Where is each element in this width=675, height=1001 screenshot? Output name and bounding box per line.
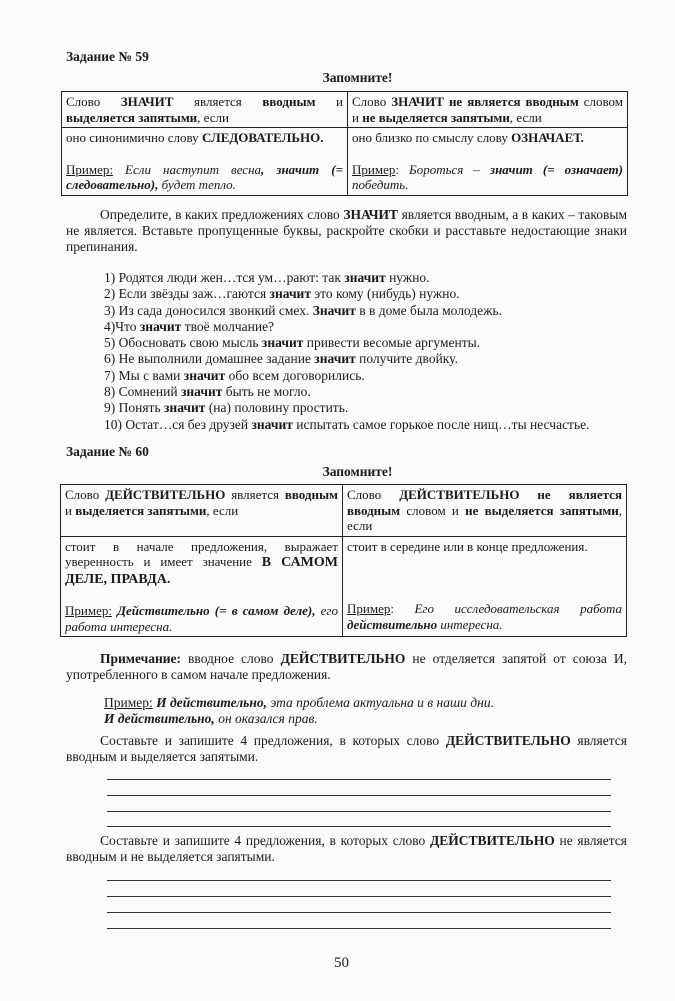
task-59-instruction: Определите, в каких предложениях слово ЗНАЧИТ является вводным, а в каких – таковым не является. Вставьте пропущенные буквы, раскройте скобки и расставьте недостающие знаки препинания. — [66, 207, 628, 254]
task-59-rule-table — [61, 91, 628, 196]
rule-table-header-left: Слово ДЕЙСТВИТЕЛЬНО является вводным и выделяется запятыми, если — [61, 485, 343, 537]
sentence-item: 6) Не выполнили домашнее задание значит получите двойку. — [104, 351, 458, 367]
answer-line[interactable] — [107, 928, 611, 929]
rule-table-body-left: стоит в начале предложения, выражает уверенность и имеет значение В САМОМ ДЕЛЕ, ПРАВДА. Пример: Действительно (= в самом деле), его работа интересна. — [61, 536, 343, 637]
task-60-note: Примечание: вводное слово ДЕЙСТВИТЕЛЬНО не отделяется запятой от союза И, употребленного в самом начале предложения. — [66, 651, 627, 682]
task-60-rule-table — [60, 484, 627, 637]
rule-table-body-right: оно близко по смыслу слову ОЗНАЧАЕТ. Пример: Бороться – значит (= означает) победить. — [348, 128, 628, 196]
sentence-item: 5) Обосновать свою мысль значит привести весомые аргументы. — [104, 335, 481, 351]
sentence-item: 2) Если звёзды заж…гаются значит это кому (нибудь) нужно. — [104, 286, 460, 302]
answer-line[interactable] — [107, 896, 611, 897]
answer-line[interactable] — [107, 880, 611, 881]
sentence-item: 4)Что значит твоё молчание? — [104, 318, 275, 334]
task-60-exercise-1-prompt: Составьте и запишите 4 предложения, в которых слово ДЕЙСТВИТЕЛЬНО является вводным и выделяется запятыми. — [66, 733, 627, 764]
task-60-note-example: Пример: И действительно, эта проблема актуальна и в наши дни. И действительно, он оказался прав. — [104, 695, 494, 726]
sentence-item: 7) Мы с вами значит обо всем договорились. — [104, 367, 365, 383]
task-59-remember-heading: Запомните! — [322, 70, 393, 85]
sentence-item: 3) Из сада доносился звонкий смех. Значит в в доме была молодежь. — [104, 302, 503, 318]
sentence-item: 9) Понять значит (на) половину простить. — [104, 400, 349, 416]
sentence-item: 8) Сомнений значит быть не могло. — [104, 384, 311, 400]
rule-table-header-right: Слово ЗНАЧИТ не является вводным словом и не выделяется запятыми, если — [348, 92, 628, 128]
answer-line[interactable] — [107, 795, 611, 796]
task-60-exercise-2-prompt: Составьте и запишите 4 предложения, в которых слово ДЕЙСТВИТЕЛЬНО не является вводным и не выделяется запятыми. — [66, 833, 627, 864]
rule-table-body-right: стоит в середине или в конце предложения. Пример: Его исследовательская работа действительно интересна. — [343, 536, 627, 637]
answer-line[interactable] — [107, 779, 611, 780]
task-60-remember-heading: Запомните! — [322, 464, 393, 479]
rule-table-header-right: Слово ДЕЙСТВИТЕЛЬНО не является вводным словом и не выделяется запятыми, если — [343, 485, 627, 537]
task-60-title: Задание № 60 — [66, 444, 149, 459]
task-59-sentence-list — [104, 270, 589, 433]
sentence-item: 10) Остат…ся без друзей значит испытать самое горькое после нищ…ты несчастье. — [104, 416, 590, 432]
answer-line[interactable] — [107, 912, 611, 913]
rule-table-body-left: оно синонимично слову СЛЕДОВАТЕЛЬНО. Пример: Если наступит весна, значит (= следовательно), будет тепло. — [62, 128, 348, 196]
answer-line[interactable] — [107, 826, 611, 827]
sentence-item: 1) Родятся люди жен…тся ум…рают: так значит нужно. — [104, 270, 430, 285]
task-59-title: Задание № 59 — [66, 49, 149, 64]
answer-line[interactable] — [107, 811, 611, 812]
rule-table-header-left: Слово ЗНАЧИТ является вводным и выделяется запятыми, если — [62, 92, 348, 128]
page-number: 50 — [334, 955, 349, 971]
